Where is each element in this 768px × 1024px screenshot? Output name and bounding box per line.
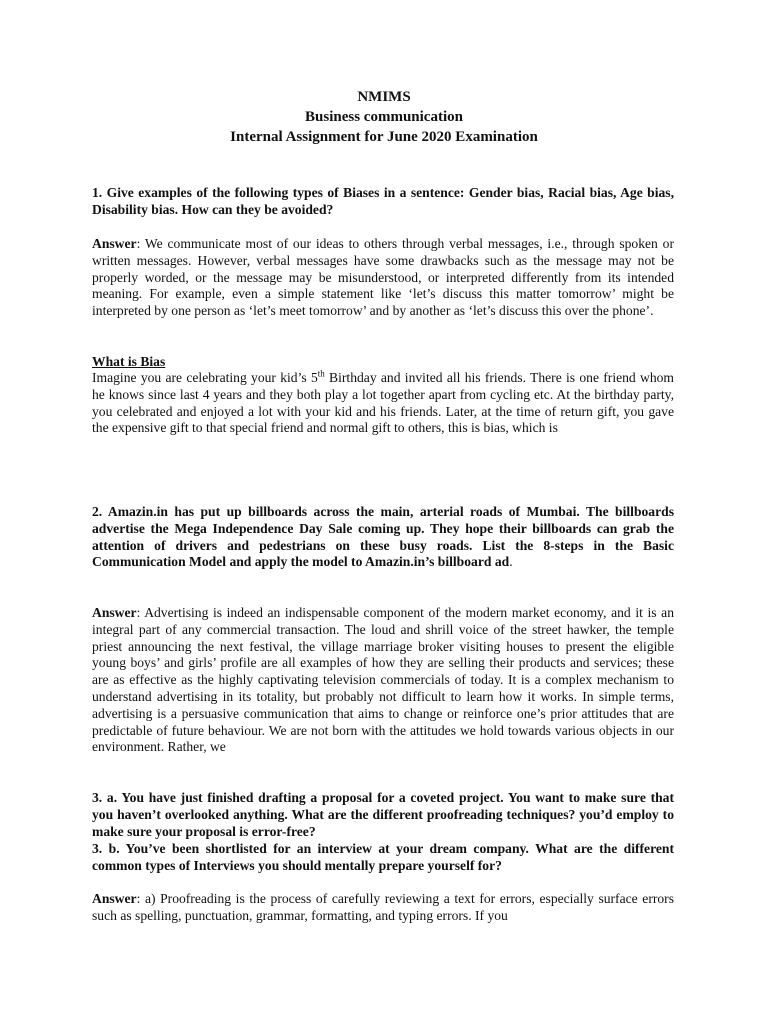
superscript-th: th (317, 368, 325, 379)
question-2-period: . (509, 554, 513, 570)
answer-1 (92, 236, 674, 320)
answer-label: Answer (92, 605, 137, 620)
assignment-title: Internal Assignment for June 2020 Examination (230, 129, 538, 145)
question-3a: 3. a. You have just finished drafting a proposal for a coveted project. You want to make sure that you haven’t overlooked anything. What are the different proofreading techniques? you’d employ to make sure your proposal is error-free? (92, 790, 674, 839)
question-1: 1. Give examples of the following types of Biases in a sentence: Gender bias, Racial bias, Age bias, Disability bias. How can they be avoided? (92, 185, 674, 217)
institution-title: NMIMS (357, 89, 411, 105)
course-title: Business communication (305, 109, 463, 125)
answer-2 (92, 605, 674, 756)
answer-3 (92, 891, 674, 925)
question-2-text: 2. Amazin.in has put up billboards across the main, arterial roads of Mumbai. The billboards advertise the Mega Independence Day Sale coming up. They hope their billboards can grab the attention of drivers and pedestrians on these busy roads. List the 8-steps in the Basic Communication Model and apply the model to Amazin.in’s billboard ad (92, 504, 674, 570)
bias-text-part-2: Birthday and invited all his friends. There is one friend whom he knows since last 4 years and they both play a lot together apart from cycling etc. At the birthday party, you celebrated and enjoyed a lot with your kid and his friends. Later, at the time of return gift, you gave the expensive gift to that special friend and normal gift to others, this is bias, which is (92, 370, 674, 436)
question-2 (92, 504, 674, 571)
bias-paragraph (92, 370, 674, 437)
section-heading-what-is-bias: What is Bias (92, 354, 166, 369)
answer-3-text: : a) Proofreading is the process of carefully reviewing a text for errors, especially surface errors such as spelling, punctuation, grammar, formatting, and typing errors. If you (92, 891, 674, 923)
document-header (0, 87, 768, 147)
answer-2-text: : Advertising is indeed an indispensable component of the modern market economy, and it is an integral part of any commercial transaction. The loud and shrill voice of the street hawker, the temple priest announcing the next festival, the village marriage broker visiting houses to present the eligible young boys’ and girls’ profile are all examples of how they are selling their products and services; these are as effective as the highly captivating television commercials of today. It is a complex mechanism to understand advertising in its totality, but probably not difficult to learn how it works. In simple terms, advertising is a persuasive communication that aims to change or reinforce one’s prior attitudes that are predictable of future behaviour. We are not born with the attitudes we hold towards various objects in our environment. Rather, we (92, 605, 674, 755)
bias-text-part-1: Imagine you are celebrating your kid’s 5 (92, 370, 318, 385)
answer-1-text: : We communicate most of our ideas to others through verbal messages, i.e., through spoken or written messages. However, verbal messages have some drawbacks such as the message may not be properly worded, or the message may be misunderstood, or interpreted differently from its intended meaning. For example, even a simple statement like ‘let’s discuss this matter tomorrow’ might be interpreted by one person as ‘let’s meet tomorrow’ and by another as ‘let’s discuss this over the phone’. (92, 236, 674, 319)
answer-label: Answer (92, 236, 137, 251)
answer-label: Answer (92, 891, 137, 906)
question-3b: 3. b. You’ve been shortlisted for an interview at your dream company. What are the different common types of Interviews you should mentally prepare yourself for? (92, 841, 674, 873)
